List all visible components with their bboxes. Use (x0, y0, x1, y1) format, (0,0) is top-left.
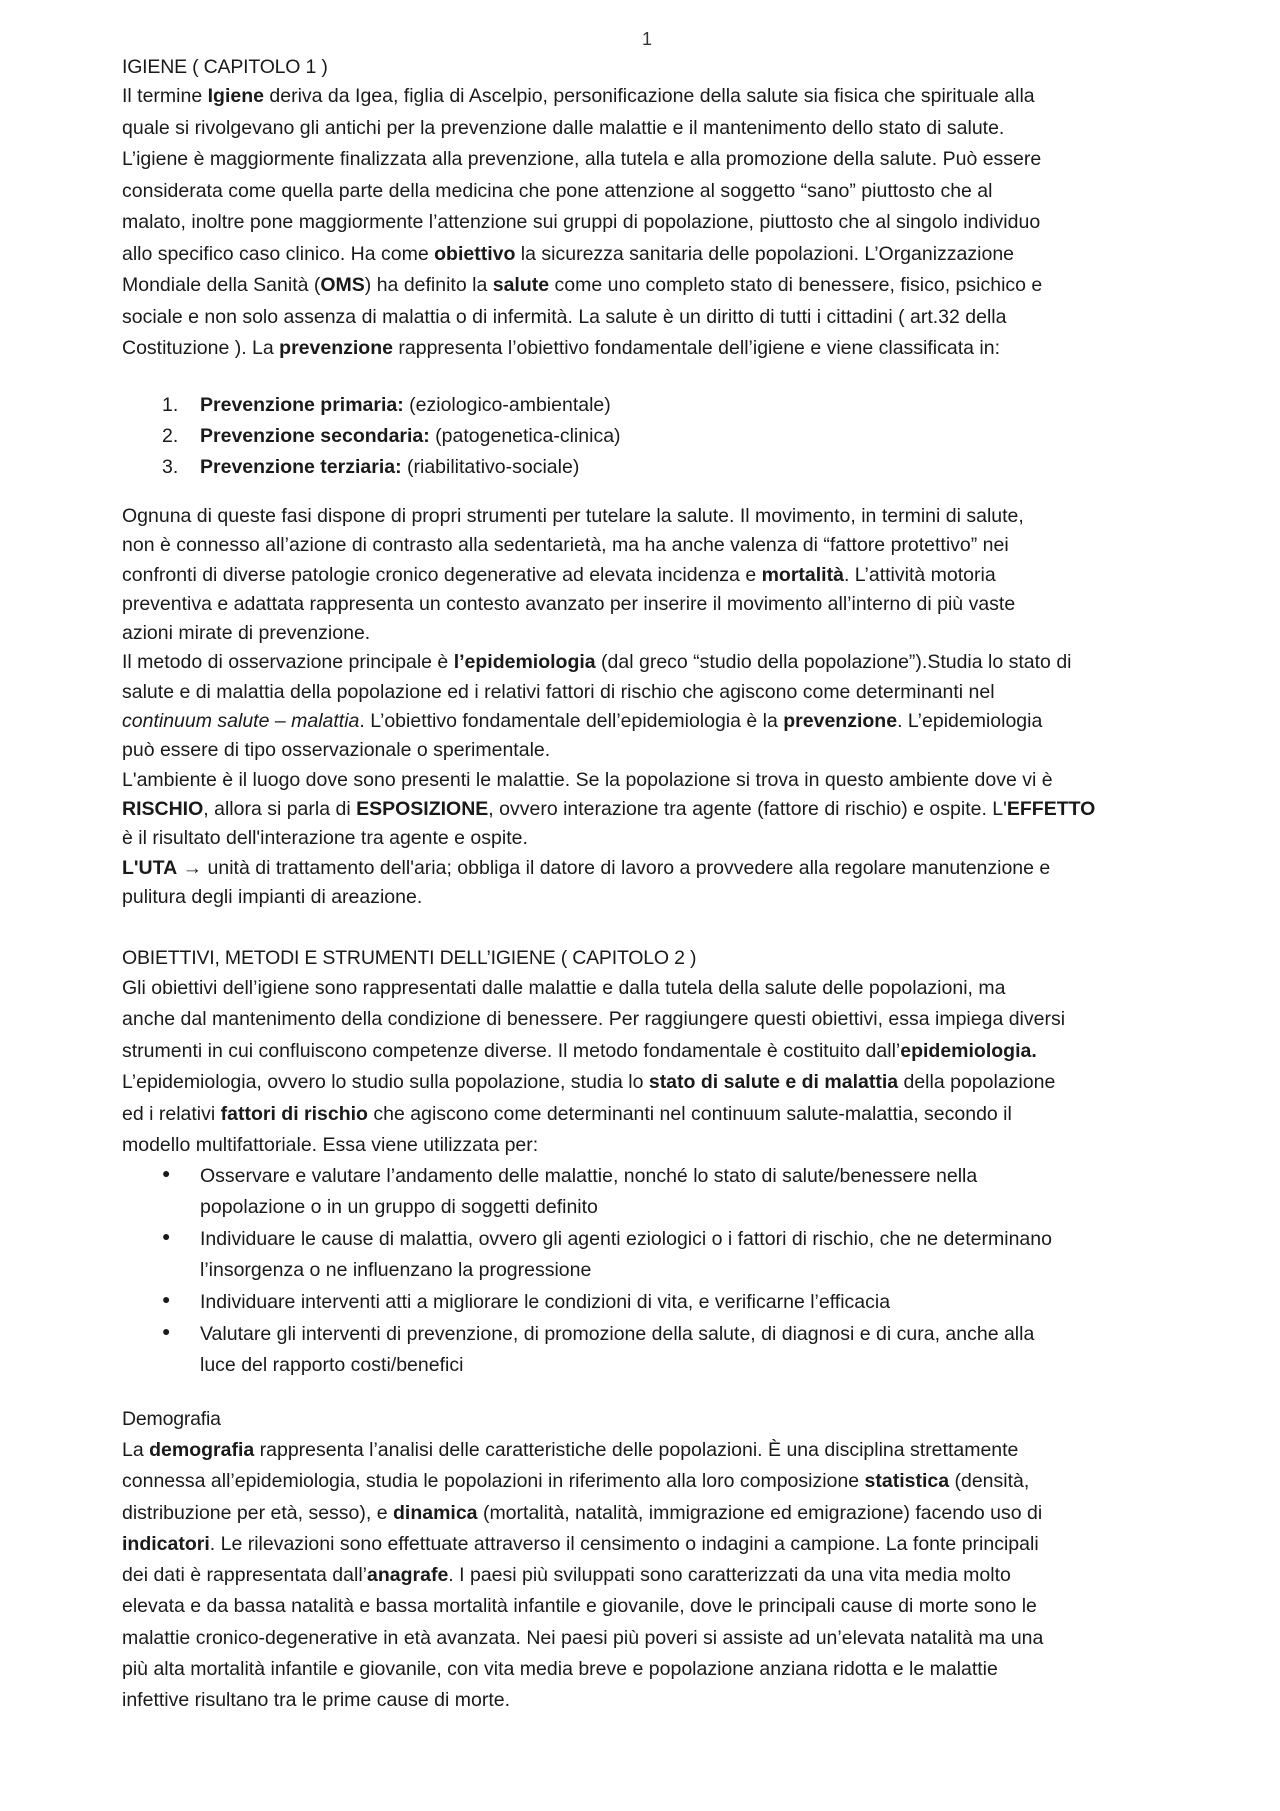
demografia-title: Demografia (122, 1408, 221, 1430)
list-item-text: Individuare le cause di malattia, ovvero gli agenti eziologici o i fattori di rischio, che ne determinano l’insorgenza o ne influenzano la progressione (200, 1228, 1052, 1281)
text-line: L'UTA → unità di trattamento dell'aria; obbliga il datore di lavoro a provvedere alla regolare manutenzione e (122, 856, 1051, 879)
text-line: distribuzione per età, sesso), e dinamica (mortalità, natalità, immigrazione ed emigrazione) facendo uso di (122, 1501, 1043, 1524)
text-line: Il termine Igiene deriva da Igea, figlia di Ascelpio, personificazione della salute sia fisica che spirituale alla (122, 85, 1035, 107)
text-line: malattie cronico-degenerative in età avanzata. Nei paesi più poveri si assiste ad un’elevata natalità ma una (122, 1626, 1044, 1649)
text-line: sociale e non solo assenza di malattia o di infermità. La salute è un diritto di tutti i cittadini ( art.32 della (122, 305, 1007, 328)
bullet-icon: ● (162, 1323, 171, 1339)
text-line: non è connesso all’azione di contrasto alla sedentarietà, ma ha anche valenza di “fattore protettivo” nei (122, 534, 1009, 557)
list-item-text: Individuare interventi atti a migliorare le condizioni di vita, e verificarne l’efficacia (200, 1291, 891, 1313)
text-line: azioni mirate di prevenzione. (122, 622, 371, 645)
chapter1-intro (122, 81, 1168, 365)
chapter2-title: OBIETTIVI, METODI E STRUMENTI DELL’IGIENE ( CAPITOLO 2 ) (122, 947, 697, 969)
list-item-text: Prevenzione terziaria: (riabilitativo-sociale) (200, 456, 580, 478)
chapter1-body (122, 502, 1168, 912)
text-line: continuum salute – malattia. L’obiettivo fondamentale dell’epidemiologia è la prevenzione. L’epidemiologia (122, 710, 1043, 733)
bullet-icon: ● (162, 1291, 171, 1307)
text-line: infettive risultano tra le prime cause di morte. (122, 1689, 511, 1712)
text-line: connessa all’epidemiologia, studia le popolazioni in riferimento alla loro composizione statistica (densità, (122, 1470, 1030, 1493)
list-number: 2. (162, 425, 179, 447)
text-line: più alta mortalità infantile e giovanile, con vita media breve e popolazione anziana ridotta e le malattie (122, 1658, 998, 1681)
chapter1-title: IGIENE ( CAPITOLO 1 ) (122, 56, 328, 78)
text-line: Costituzione ). La prevenzione rappresenta l’obiettivo fondamentale dell’igiene e viene classificata in: (122, 337, 1001, 359)
text-line: ed i relativi fattori di rischio che agiscono come determinanti nel continuum salute-malattia, secondo il (122, 1102, 1012, 1125)
text-line: pulitura degli impianti di areazione. (122, 885, 423, 908)
text-line: considerata come quella parte della medicina che pone attenzione al soggetto “sano” piuttosto che al (122, 179, 993, 202)
text-line: La demografia rappresenta l’analisi delle caratteristiche delle popolazioni. È una disciplina strettamente (122, 1439, 1019, 1461)
text-line: allo specifico caso clinico. Ha come obiettivo la sicurezza sanitaria delle popolazioni. L’Organizzazione (122, 242, 1015, 265)
page-number: 1 (641, 29, 652, 49)
text-line: Il metodo di osservazione principale è l’epidemiologia (dal greco “studio della popolazione”).Studia lo stato di (122, 651, 1072, 674)
text-line: RISCHIO, allora si parla di ESPOSIZIONE, ovvero interazione tra agente (fattore di rischio) e ospite. L'EFFETTO (122, 797, 1096, 820)
text-line: può essere di tipo osservazionale o sperimentale. (122, 739, 551, 762)
list-item-text: Osservare e valutare l’andamento delle malattie, nonché lo stato di salute/benessere nella popolazione o in un gruppo di soggetti definito (200, 1165, 978, 1218)
text-line: L’igiene è maggiormente finalizzata alla prevenzione, alla tutela e alla promozione della salute. Può essere (122, 148, 1042, 170)
text-line: Mondiale della Sanità (OMS) ha definito la salute come uno completo stato di benessere, fisico, psichico e (122, 274, 1043, 296)
chapter2-intro (122, 973, 1168, 1161)
text-line: salute e di malattia della popolazione ed i relativi fattori di rischio che agiscono come determinanti nel (122, 680, 995, 703)
demografia-body (122, 1435, 1168, 1717)
text-line: indicatori. Le rilevazioni sono effettuate attraverso il censimento o indagini a campione. La fonte principali (122, 1532, 1039, 1555)
text-line: Gli obiettivi dell’igiene sono rappresentati dalle malattie e dalla tutela della salute delle popolazioni, ma (122, 977, 1006, 999)
list-number: 1. (162, 394, 179, 416)
list-item-text: Valutare gli interventi di prevenzione, di promozione della salute, di diagnosi e di cura, anche alla luce del rapporto costi/benefici (200, 1323, 1035, 1376)
list-item-text: Prevenzione secondaria: (patogenetica-clinica) (200, 425, 621, 447)
text-line: confronti di diverse patologie cronico degenerative ad elevata incidenza e mortalità. L’attività motoria (122, 563, 996, 586)
text-line: L’epidemiologia, ovvero lo studio sulla popolazione, studia lo stato di salute e di malattia della popolazione (122, 1071, 1056, 1094)
list-number: 3. (162, 456, 179, 478)
text-line: è il risultato dell'interazione tra agente e ospite. (122, 827, 528, 850)
text-line: malato, inoltre pone maggiormente l’attenzione sui gruppi di popolazione, piuttosto che al singolo individuo (122, 211, 1041, 233)
text-line: preventiva e adattata rappresenta un contesto avanzato per inserire il movimento all’interno di più vaste (122, 592, 1016, 615)
list-item-text: Prevenzione primaria: (eziologico-ambientale) (200, 394, 611, 416)
text-line: L'ambiente è il luogo dove sono presenti le malattie. Se la popolazione si trova in questo ambiente dove vi è (122, 768, 1053, 791)
bullet-icon: ● (162, 1228, 171, 1244)
bullet-icon: ● (162, 1165, 171, 1181)
text-line: anche dal mantenimento della condizione di benessere. Per raggiungere questi obiettivi, essa impiega diversi (122, 1008, 1066, 1031)
text-line: strumenti in cui confluiscono competenze diverse. Il metodo fondamentale è costituito dall’epidemiologia. (122, 1039, 1037, 1062)
text-line: modello multifattoriale. Essa viene utilizzata per: (122, 1134, 539, 1157)
text-line: quale si rivolgevano gli antichi per la prevenzione dalle malattie e il mantenimento dello stato di salute. (122, 116, 1005, 139)
text-line: elevata e da bassa natalità e bassa mortalità infantile e giovanile, dove le principali cause di morte sono le (122, 1595, 1037, 1618)
text-line: dei dati è rappresentata dall’anagrafe. I paesi più sviluppati sono caratterizzati da una vita media molto (122, 1564, 1011, 1587)
text-line: Ognuna di queste fasi dispone di propri strumenti per tutelare la salute. Il movimento, in termini di salute, (122, 505, 1024, 527)
